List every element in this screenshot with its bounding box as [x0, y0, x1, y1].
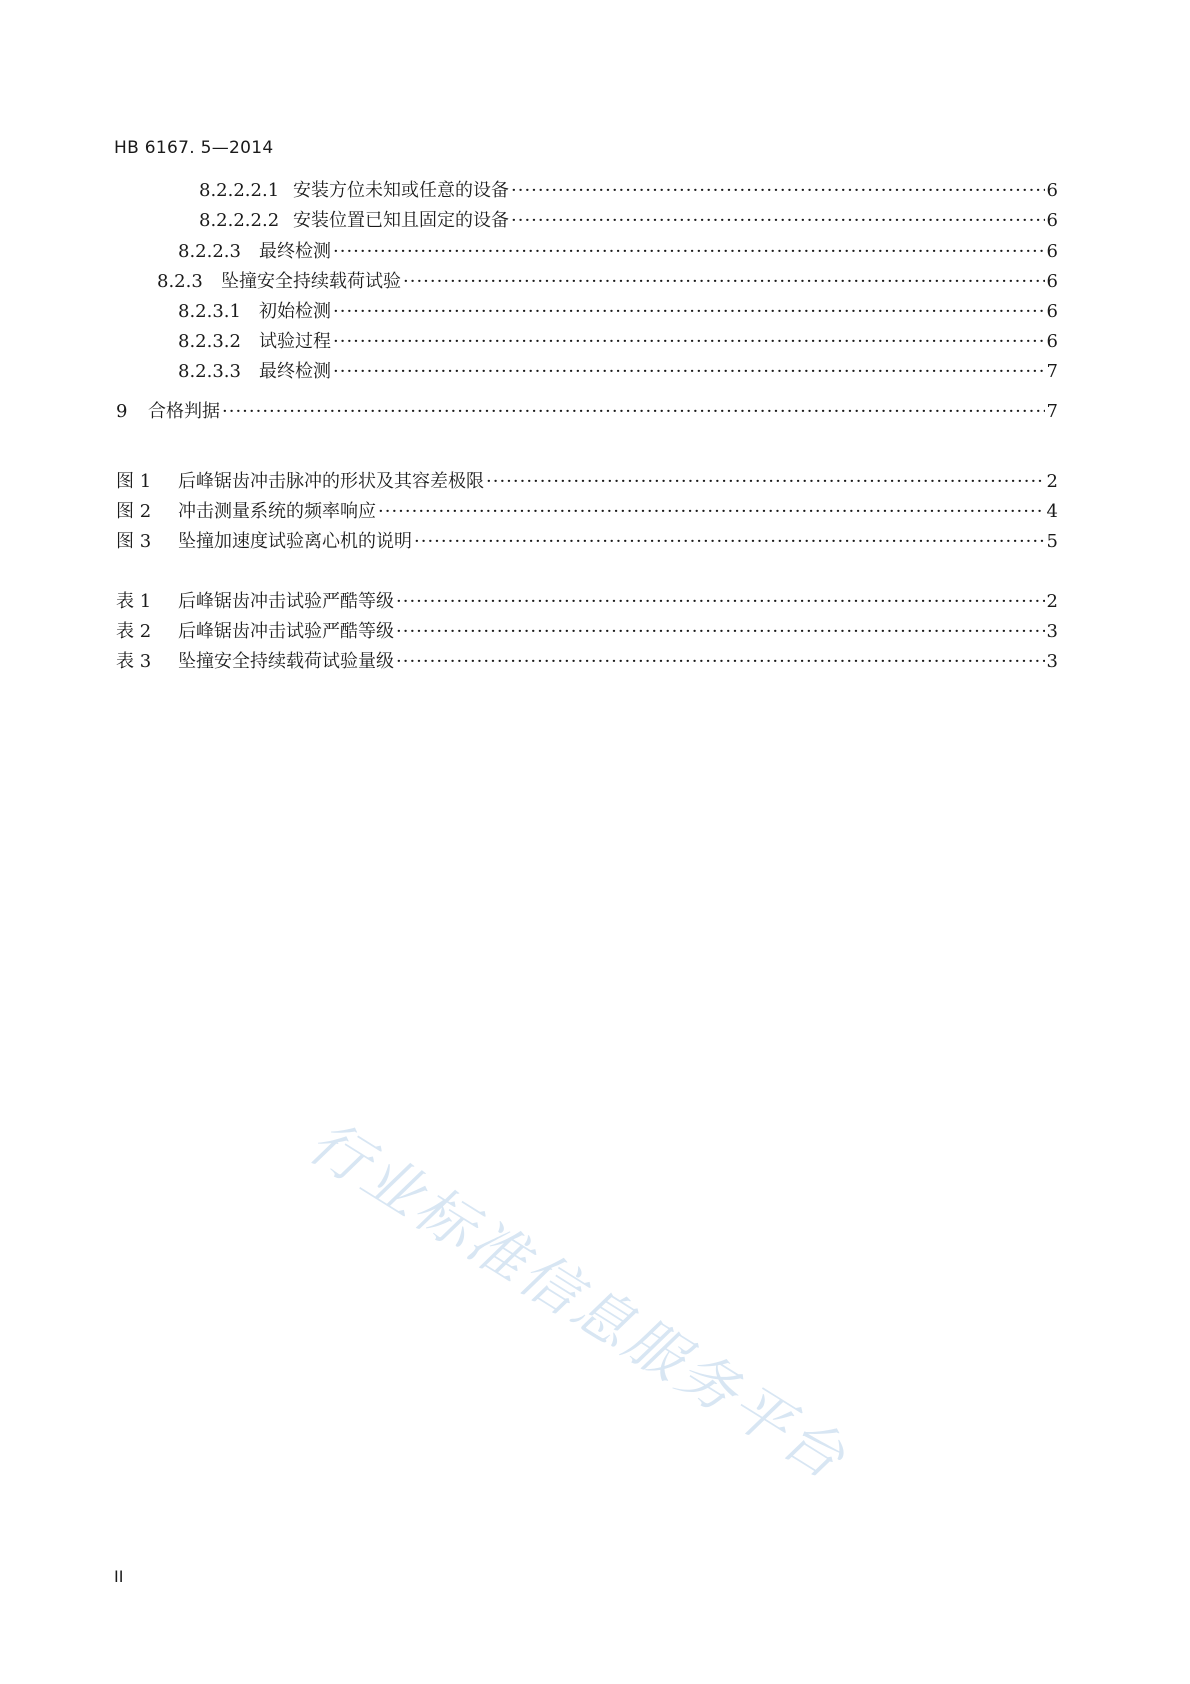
toc-entry-page: 7 — [1046, 401, 1058, 422]
leader-dots — [486, 470, 1045, 494]
toc-entry-title: 合格判据 — [148, 401, 220, 422]
figure-number: 图 1 — [116, 471, 152, 492]
toc-entry-number: 8.2.2.3 — [178, 241, 241, 262]
toc-entry[interactable] — [178, 330, 1058, 354]
document-code: HB 6167. 5—2014 — [114, 138, 274, 158]
table-title: 坠撞安全持续载荷试验量级 — [178, 651, 394, 672]
table-page: 3 — [1046, 621, 1058, 642]
table-title: 后峰锯齿冲击试验严酷等级 — [178, 621, 394, 642]
toc-entry[interactable] — [199, 179, 1058, 203]
toc-entry-page: 6 — [1046, 271, 1058, 292]
toc-entry-title: 最终检测 — [259, 361, 331, 382]
toc-entry-title: 试验过程 — [259, 331, 331, 352]
toc-entry-page: 6 — [1046, 180, 1058, 201]
toc-entry[interactable] — [199, 209, 1058, 233]
figure-page: 4 — [1046, 501, 1058, 522]
toc-entry-number: 8.2.3 — [157, 271, 203, 292]
toc-entry-number: 8.2.2.2.2 — [199, 210, 280, 231]
leader-dots — [511, 209, 1045, 233]
table-list-entry[interactable] — [116, 620, 1058, 644]
leader-dots — [403, 270, 1045, 294]
figure-list-entry[interactable] — [116, 500, 1058, 524]
leader-dots — [396, 650, 1045, 674]
table-page: 3 — [1046, 651, 1058, 672]
toc-entry[interactable] — [178, 360, 1058, 384]
leader-dots — [396, 620, 1045, 644]
toc-entry[interactable] — [157, 270, 1058, 294]
toc-entry-title: 坠撞安全持续载荷试验 — [221, 271, 401, 292]
leader-dots — [396, 590, 1045, 614]
figure-page: 2 — [1046, 471, 1058, 492]
toc-entry-number: 8.2.3.2 — [178, 331, 241, 352]
figure-title: 坠撞加速度试验离心机的说明 — [178, 531, 412, 552]
table-page: 2 — [1046, 591, 1058, 612]
toc-entry-page: 7 — [1046, 361, 1058, 382]
toc-entry-page: 6 — [1046, 241, 1058, 262]
table-number: 表 1 — [116, 591, 152, 612]
table-title: 后峰锯齿冲击试验严酷等级 — [178, 591, 394, 612]
toc-entry-title: 安装位置已知且固定的设备 — [293, 210, 509, 231]
table-number: 表 3 — [116, 651, 152, 672]
leader-dots — [222, 400, 1045, 424]
figure-page: 5 — [1046, 531, 1058, 552]
figure-title: 后峰锯齿冲击脉冲的形状及其容差极限 — [178, 471, 484, 492]
figure-number: 图 3 — [116, 531, 152, 552]
toc-entry[interactable] — [178, 300, 1058, 324]
figure-list-entry[interactable] — [116, 470, 1058, 494]
toc-entry-page: 6 — [1046, 301, 1058, 322]
leader-dots — [414, 530, 1045, 554]
leader-dots — [511, 179, 1045, 203]
figure-number: 图 2 — [116, 501, 152, 522]
leader-dots — [378, 500, 1045, 524]
figure-title: 冲击测量系统的频率响应 — [178, 501, 376, 522]
leader-dots — [333, 300, 1045, 324]
toc-entry[interactable] — [116, 400, 1058, 424]
toc-entry-title: 初始检测 — [259, 301, 331, 322]
page-number: II — [114, 1567, 124, 1586]
toc-entry-number: 8.2.2.2.1 — [199, 180, 280, 201]
leader-dots — [333, 330, 1045, 354]
table-number: 表 2 — [116, 621, 152, 642]
table-list-entry[interactable] — [116, 590, 1058, 614]
watermark: 行业标准信息服务平台 — [297, 1107, 860, 1494]
toc-entry[interactable] — [178, 240, 1058, 264]
toc-entry-title: 安装方位未知或任意的设备 — [293, 180, 509, 201]
toc-entry-number: 8.2.3.1 — [178, 301, 241, 322]
toc-entry-number: 8.2.3.3 — [178, 361, 241, 382]
toc-entry-title: 最终检测 — [259, 241, 331, 262]
figure-list-entry[interactable] — [116, 530, 1058, 554]
leader-dots — [333, 240, 1045, 264]
toc-entry-page: 6 — [1046, 331, 1058, 352]
toc-entry-number: 9 — [116, 401, 128, 422]
leader-dots — [333, 360, 1045, 384]
table-list-entry[interactable] — [116, 650, 1058, 674]
toc-entry-page: 6 — [1046, 210, 1058, 231]
